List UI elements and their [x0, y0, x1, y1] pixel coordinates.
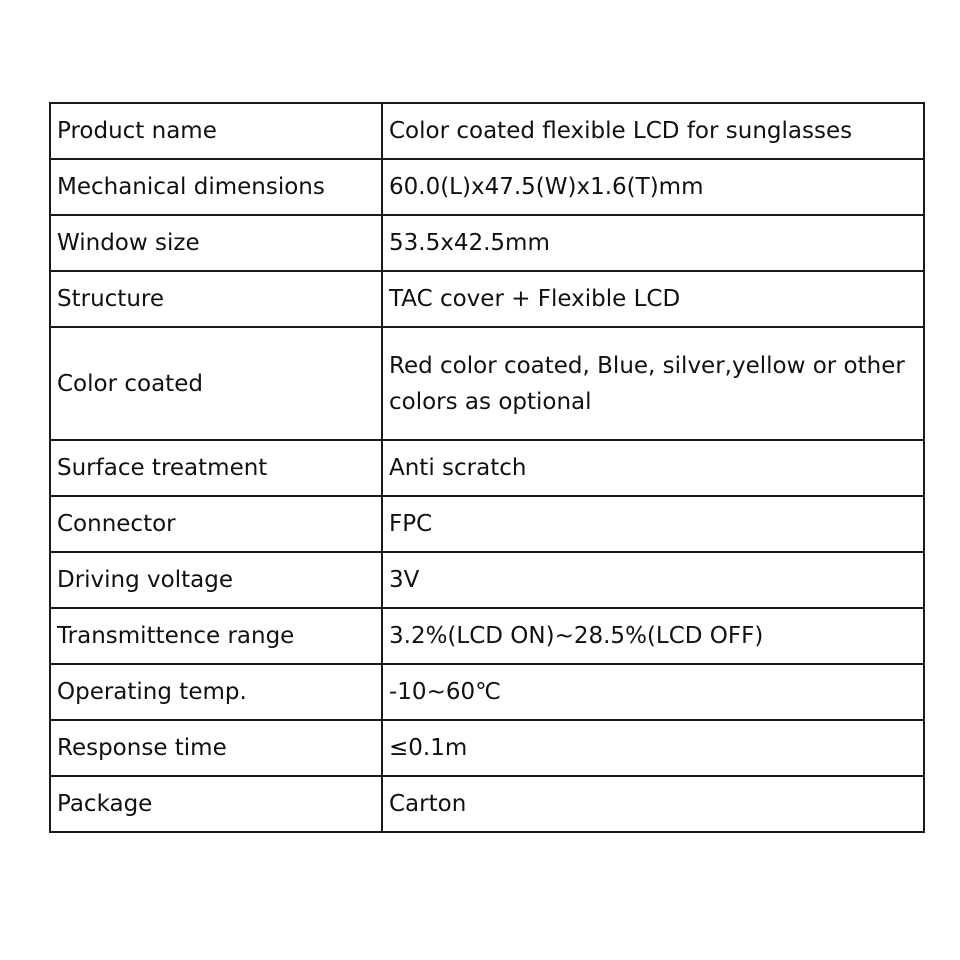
table-row [50, 664, 924, 720]
spec-value: 53.5x42.5mm [382, 215, 924, 271]
spec-value: TAC cover + Flexible LCD [382, 271, 924, 327]
spec-value: Color coated flexible LCD for sunglasses [382, 103, 924, 159]
spec-value: Carton [382, 776, 924, 832]
spec-label: Color coated [50, 327, 382, 440]
spec-value: ≤0.1m [382, 720, 924, 776]
spec-value: 3V [382, 552, 924, 608]
spec-table [49, 102, 925, 833]
table-row [50, 496, 924, 552]
table-row [50, 608, 924, 664]
spec-label: Transmittence range [50, 608, 382, 664]
spec-value: -10~60℃ [382, 664, 924, 720]
spec-label: Mechanical dimensions [50, 159, 382, 215]
table-row [50, 552, 924, 608]
spec-label: Response time [50, 720, 382, 776]
spec-value: 60.0(L)x47.5(W)x1.6(T)mm [382, 159, 924, 215]
spec-label: Driving voltage [50, 552, 382, 608]
table-row [50, 720, 924, 776]
spec-value: FPC [382, 496, 924, 552]
table-row [50, 271, 924, 327]
spec-value: 3.2%(LCD ON)~28.5%(LCD OFF) [382, 608, 924, 664]
spec-label: Connector [50, 496, 382, 552]
spec-label: Structure [50, 271, 382, 327]
table-row [50, 327, 924, 440]
spec-label: Product name [50, 103, 382, 159]
spec-label: Surface treatment [50, 440, 382, 496]
table-row [50, 215, 924, 271]
table-row [50, 159, 924, 215]
spec-value: Anti scratch [382, 440, 924, 496]
spec-label: Window size [50, 215, 382, 271]
spec-value: Red color coated, Blue, silver,yellow or other colors as optional [382, 327, 924, 440]
table-row [50, 440, 924, 496]
table-row [50, 776, 924, 832]
spec-label: Package [50, 776, 382, 832]
table-row [50, 103, 924, 159]
spec-label: Operating temp. [50, 664, 382, 720]
